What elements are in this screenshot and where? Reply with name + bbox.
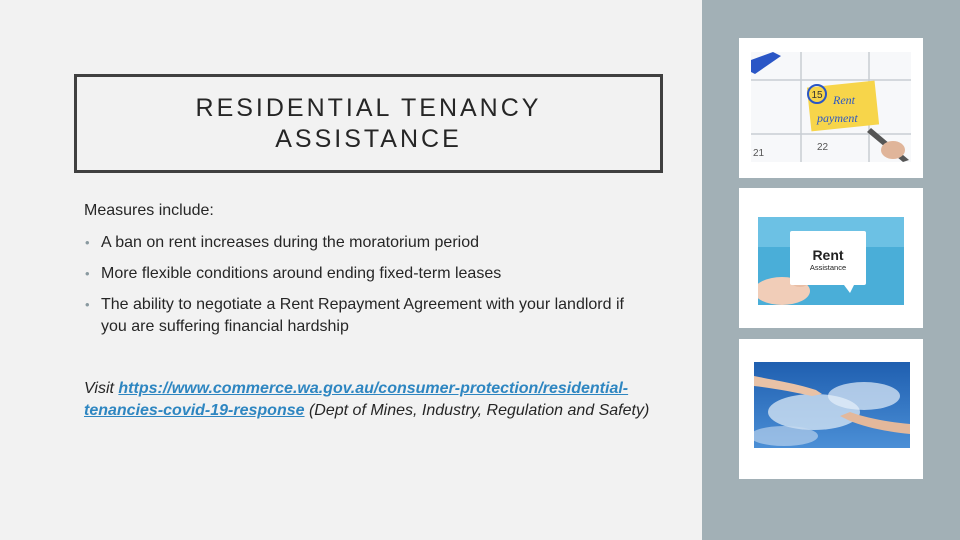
list-item-text: More flexible conditions around ending fixed-term leases	[101, 265, 502, 282]
calendar-note-line1: Rent	[833, 93, 855, 107]
calendar-note-line2: payment	[817, 111, 858, 125]
helping-hands-image	[754, 362, 910, 448]
rent-assistance-image	[758, 217, 904, 305]
list-item	[84, 294, 644, 338]
rent-assistance-image-card	[739, 188, 923, 328]
bullet-icon: •	[85, 297, 90, 312]
calendar-image	[751, 52, 911, 162]
rent-card-sub: Assistance	[809, 263, 847, 272]
measures-list	[84, 232, 644, 347]
calendar-day-21: 21	[753, 148, 765, 159]
list-item	[84, 263, 644, 285]
calendar-day-22: 22	[817, 142, 829, 153]
list-item	[84, 232, 644, 254]
commerce-link[interactable]: https://www.commerce.wa.gov.au/consumer-protection/residential-tenancies-covid-19-response	[84, 380, 629, 419]
list-item-text: The ability to negotiate a Rent Repayment Agreement with your landlord if you are suffering financial hardship	[101, 296, 624, 335]
bullet-icon: •	[85, 235, 90, 250]
visit-suffix: (Dept of Mines, Industry, Regulation and Safety)	[304, 402, 650, 419]
measures-intro: Measures include:	[84, 202, 214, 219]
visit-prefix: Visit	[84, 380, 119, 397]
calendar-image-card	[739, 38, 923, 178]
calendar-day-15: 15	[811, 90, 823, 101]
list-item-text: A ban on rent increases during the moratorium period	[101, 234, 479, 251]
title-box	[74, 74, 663, 173]
bullet-icon: •	[85, 266, 90, 281]
helping-hands-image-card	[739, 339, 923, 479]
page-title: RESIDENTIAL TENANCY ASSISTANCE	[195, 93, 542, 153]
visit-note	[84, 378, 664, 422]
rent-card-word: Rent	[812, 247, 844, 263]
